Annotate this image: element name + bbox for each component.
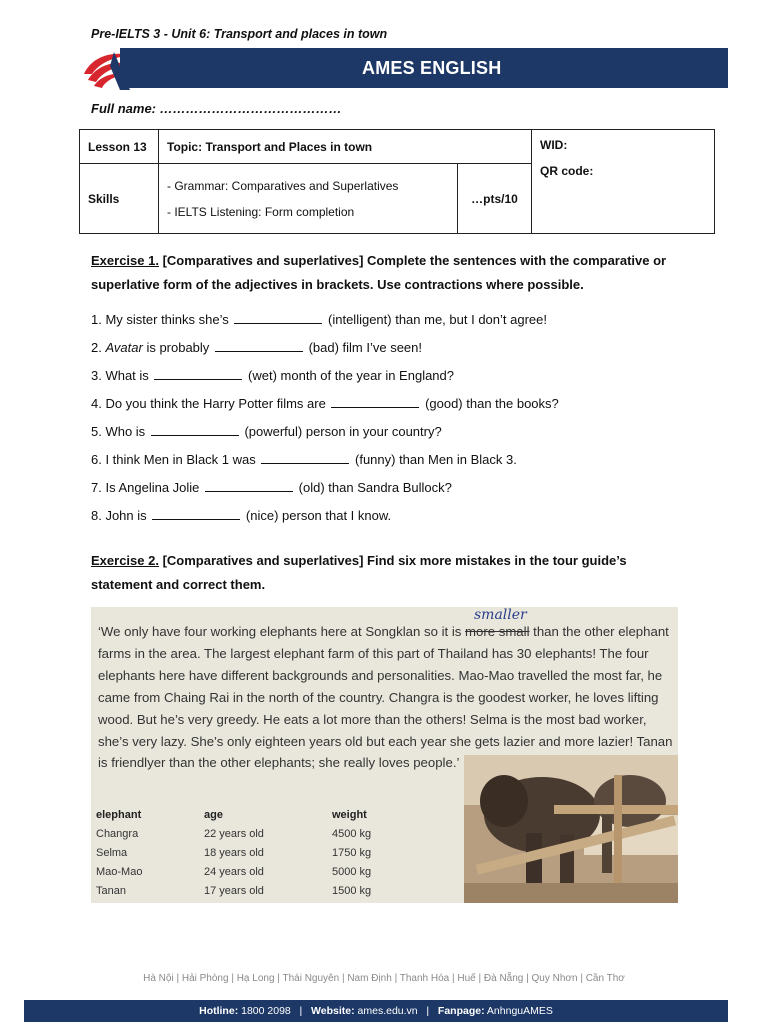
unit-title: Pre-IELTS 3 - Unit 6: Transport and places in town	[91, 27, 388, 41]
answer-blank[interactable]	[205, 481, 293, 492]
answer-blank[interactable]	[234, 313, 322, 324]
exercise-2-title	[91, 549, 691, 597]
answer-blank[interactable]	[152, 509, 240, 520]
table-row: Changra 22 years old 4500 kg	[96, 827, 372, 840]
handwritten-correction: smaller	[474, 607, 527, 623]
question-3: 3. What is (wet) month of the year in England?	[91, 368, 454, 383]
question-5: 5. Who is (powerful) person in your country?	[91, 424, 442, 439]
footer-cities: Hà Nội | Hải Phòng | Hạ Long | Thái Nguyên | Nam Định | Thanh Hóa | Huế | Đà Nẵng | Quy Nhơn | Cần Thơ	[143, 973, 625, 984]
elephant-photo-icon	[464, 755, 678, 903]
statement-text: ‘We only have four working elephants here at Songklan so it is more small than the other elephant farms in the area. The largest elephant farm of this part of Thailand has 30 elephants! The four elephants here have different backgrounds and personalities. Mao-Mao travelled the most far, he came from Chaing Rai in the north of the country. Changra is the goodest worker, he loves lifting wood. But he’s very greedy. He eats a lot more than the others! Selma is the most bad worker, she’s very lazy. She’s only eighteen years old but each year she gets lazier and more lazier! Tanan is friendlyer than the other elephants; she really loves people.’	[98, 624, 673, 771]
exercise-2-label: Exercise 2.	[91, 553, 159, 568]
skills-list	[159, 164, 458, 234]
qr-label: QR code:	[540, 164, 594, 178]
question-8: 8. John is (nice) person that I know.	[91, 508, 392, 523]
full-name-field: Full name: ……………………………………	[91, 101, 342, 116]
skill-grammar: - Grammar: Comparatives and Superlatives	[167, 178, 399, 193]
footer-contact-bar: Hotline: 1800 2098 | Website: ames.edu.vn | Fanpage: AnhnguAMES	[24, 1000, 728, 1022]
answer-blank[interactable]	[215, 341, 303, 352]
skills-cell: Skills	[80, 164, 159, 234]
elephant-table: elephant age weight Changra 22 years old 4500 kg Selma 18 years old 1750 kg Mao-Mao 24 years old 5000 kg Tanan 17 years old 1500 kg	[96, 805, 371, 900]
topic-cell: Topic: Transport and Places in town	[159, 130, 532, 164]
question-6: 6. I think Men in Black 1 was (funny) than Men in Black 3.	[91, 452, 517, 467]
brand-name: AMES ENGLISH	[362, 58, 502, 78]
wid-qr-cell	[532, 130, 715, 234]
question-4: 4. Do you think the Harry Potter films are (good) than the books?	[91, 396, 559, 411]
points-cell: …pts/10	[458, 164, 532, 234]
table-row: Mao-Mao 24 years old 5000 kg	[96, 865, 372, 878]
exercise-1-title	[91, 249, 691, 297]
exercise-2-instructions: [Comparatives and superlatives] Find six more mistakes in the tour guide’s statement and correct them.	[91, 553, 627, 592]
question-1: 1. My sister thinks she’s (intelligent) than me, but I don’t agree!	[91, 312, 547, 327]
hotline-number: 1800 2098	[241, 1005, 291, 1017]
exercise-1-instructions: [Comparatives and superlatives] Complete the sentences with the comparative or superlative form of the adjectives in brackets. Use contractions where possible.	[91, 253, 667, 292]
struck-phrase: more small	[465, 624, 530, 639]
answer-blank[interactable]	[151, 425, 239, 436]
lesson-info-table	[79, 129, 715, 234]
wid-label: WID:	[540, 138, 568, 152]
table-row: Selma 18 years old 1750 kg	[96, 846, 372, 859]
skill-listening: - IELTS Listening: Form completion	[167, 204, 355, 219]
exercise-1-label: Exercise 1.	[91, 253, 159, 268]
answer-blank[interactable]	[154, 369, 242, 380]
answer-blank[interactable]	[261, 453, 349, 464]
question-7: 7. Is Angelina Jolie (old) than Sandra Bullock?	[91, 480, 452, 495]
lesson-cell: Lesson 13	[80, 130, 159, 164]
table-row: Tanan 17 years old 1500 kg	[96, 884, 372, 897]
fanpage-link[interactable]: AnhnguAMES	[486, 1005, 553, 1017]
tour-guide-statement	[91, 607, 678, 903]
question-2: 2. Avatar is probably (bad) film I’ve seen!	[91, 340, 422, 355]
website-link[interactable]: ames.edu.vn	[357, 1005, 418, 1017]
answer-blank[interactable]	[331, 397, 419, 408]
